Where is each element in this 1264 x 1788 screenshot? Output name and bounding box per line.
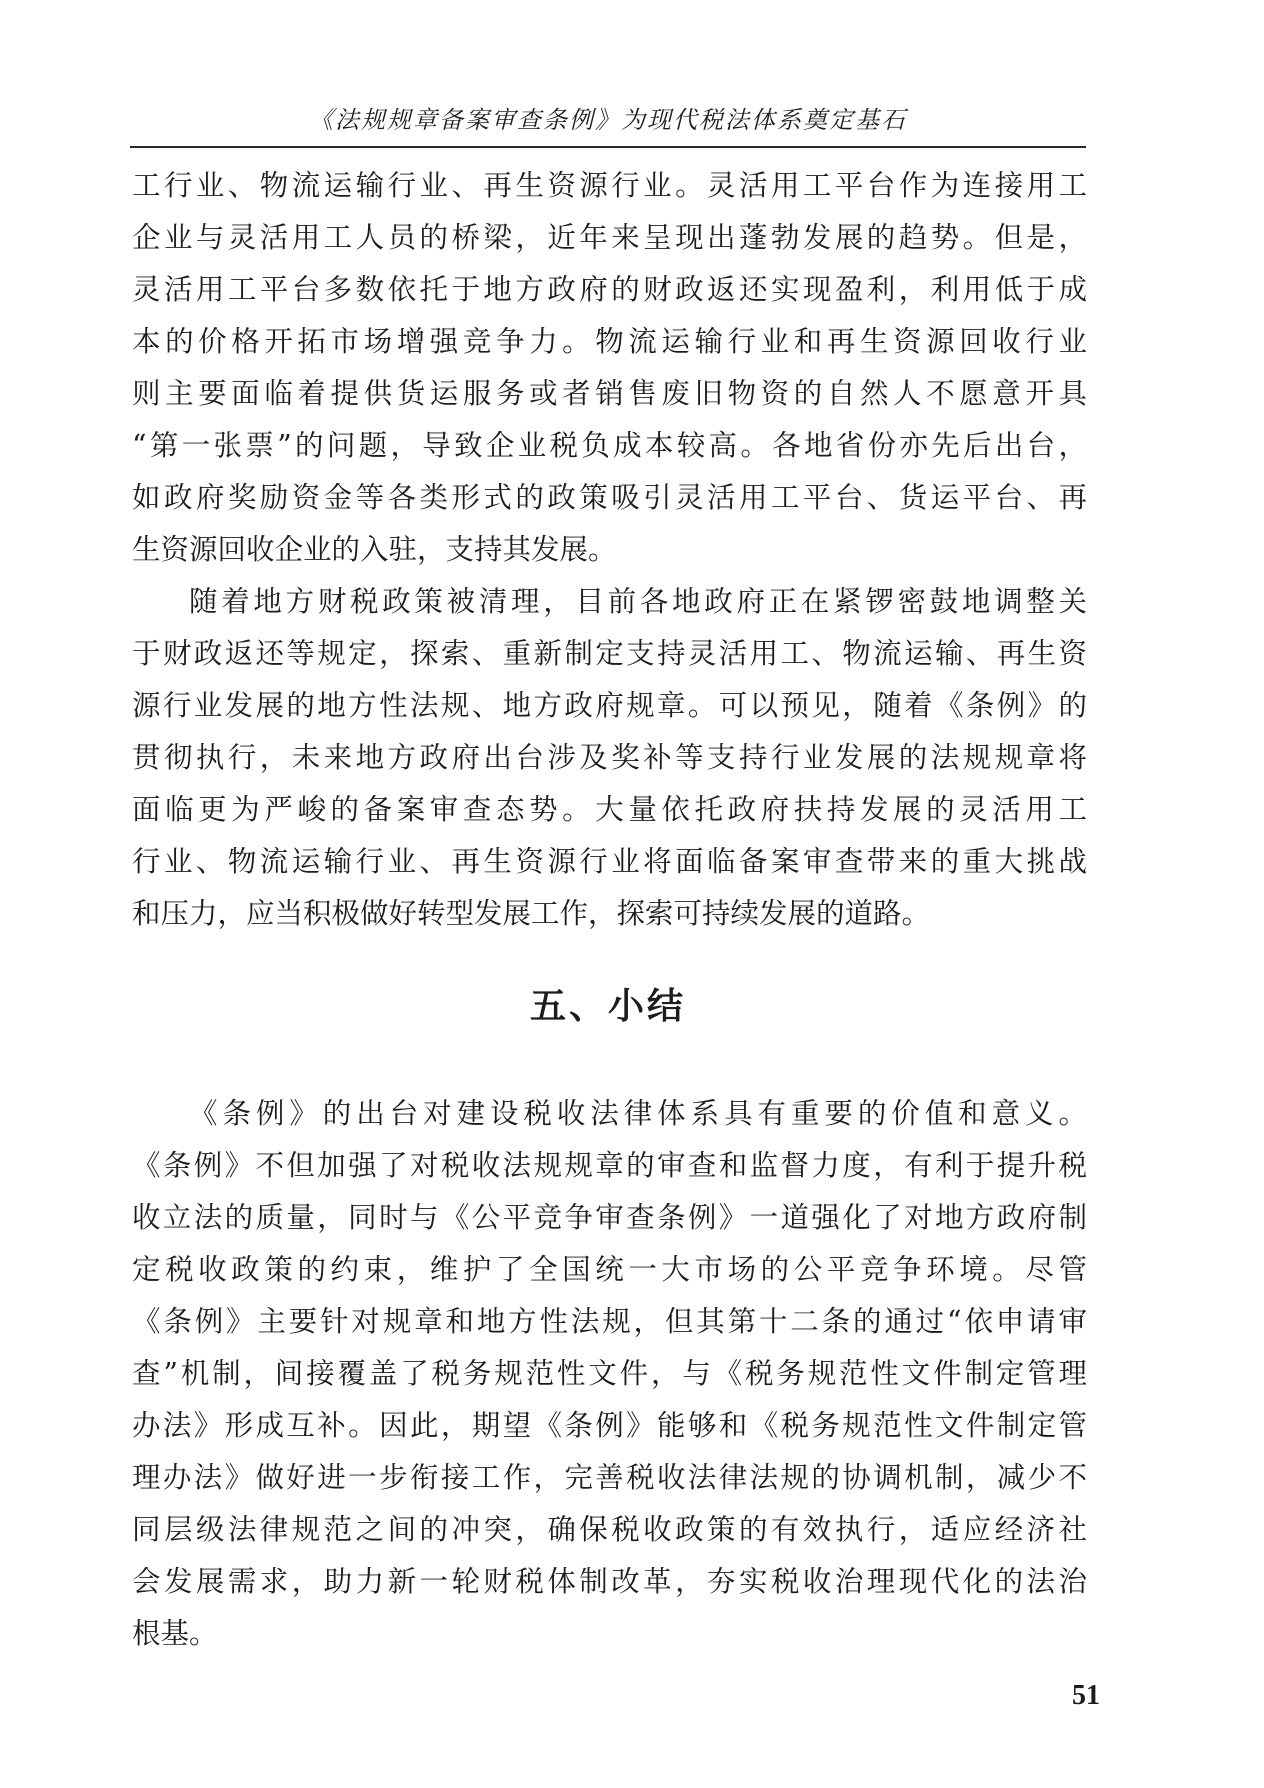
paragraph-line: 企业与灵活用工人员的桥梁，近年来呈现出蓬勃发展的趋势。但是，	[132, 221, 1087, 254]
paragraph-line: 会发展需求，助力新一轮财税体制改革，夯实税收治理现代化的法治	[132, 1565, 1087, 1598]
section-heading: 五、小结	[529, 986, 686, 1027]
paragraph-line: 同层级法律规范之间的冲突，确保税收政策的有效执行，适应经济社	[132, 1513, 1087, 1546]
paragraph-3	[132, 1088, 1087, 1660]
paragraph-line: 《条例》不但加强了对税收法规规章的审查和监督力度，有利于提升税	[132, 1149, 1087, 1182]
paragraph-line: 源行业发展的地方性法规、地方政府规章。可以预见，随着《条例》的	[132, 689, 1087, 722]
paragraph-line: 本的价格开拓市场增强竞争力。物流运输行业和再生资源回收行业	[132, 325, 1087, 358]
header-divider	[130, 146, 1086, 148]
paragraph-line: 灵活用工平台多数依托于地方政府的财政返还实现盈利，利用低于成	[132, 273, 1087, 306]
paragraph-2	[132, 576, 1087, 940]
paragraph-line: “第一张票”的问题，导致企业税负成本较高。各地省份亦先后出台，	[132, 429, 1087, 462]
paragraph-line: 行业、物流运输行业、再生资源行业将面临备案审查带来的重大挑战	[132, 845, 1087, 878]
paragraph-line: 《条例》的出台对建设税收法律体系具有重要的价值和意义。	[189, 1097, 1087, 1130]
paragraph-line: 于财政返还等规定，探索、重新制定支持灵活用工、物流运输、再生资	[132, 637, 1087, 670]
paragraph-line: 工行业、物流运输行业、再生资源行业。灵活用工平台作为连接用工	[132, 169, 1087, 202]
running-header-title: 《法规规章备案审查条例》为现代税法体系奠定基石	[309, 106, 907, 134]
paragraph-line: 则主要面临着提供货运服务或者销售废旧物资的自然人不愿意开具	[132, 377, 1087, 410]
paragraph-line: 随着地方财税政策被清理，目前各地政府正在紧锣密鼓地调整关	[189, 585, 1087, 618]
page-number: 51	[1072, 1680, 1100, 1711]
paragraph-line: 《条例》主要针对规章和地方性法规，但其第十二条的通过“依申请审	[132, 1305, 1087, 1338]
paragraph-line: 面临更为严峻的备案审查态势。大量依托政府扶持发展的灵活用工	[132, 793, 1087, 826]
paragraph-line: 如政府奖励资金等各类形式的政策吸引灵活用工平台、货运平台、再	[132, 481, 1087, 514]
paragraph-line: 生资源回收企业的入驻，支持其发展。	[132, 533, 617, 566]
paragraph-line: 收立法的质量，同时与《公平竞争审查条例》一道强化了对地方政府制	[132, 1201, 1087, 1234]
paragraph-1	[132, 160, 1087, 576]
paragraph-line: 贯彻执行，未来地方政府出台涉及奖补等支持行业发展的法规规章将	[132, 741, 1087, 774]
paragraph-line: 查”机制，间接覆盖了税务规范性文件，与《税务规范性文件制定管理	[132, 1357, 1087, 1390]
paragraph-line: 和压力，应当积极做好转型发展工作，探索可持续发展的道路。	[132, 897, 931, 930]
paragraph-line: 办法》形成互补。因此，期望《条例》能够和《税务规范性文件制定管	[132, 1409, 1087, 1442]
paragraph-line: 定税收政策的约束，维护了全国统一大市场的公平竞争环境。尽管	[132, 1253, 1087, 1286]
paragraph-line: 理办法》做好进一步衔接工作，完善税收法律法规的协调机制，减少不	[132, 1461, 1087, 1494]
paragraph-line: 根基。	[132, 1617, 218, 1650]
